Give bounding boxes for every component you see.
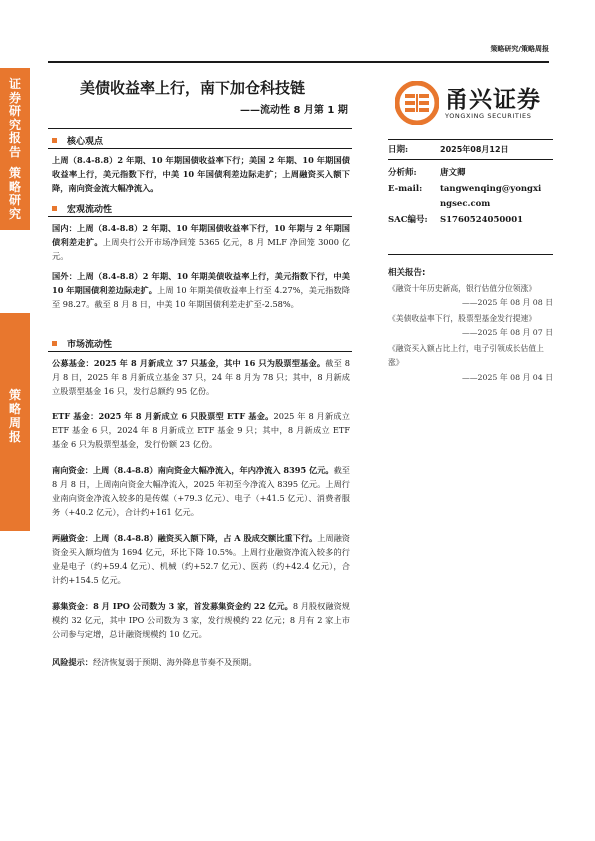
core-paragraph	[52, 153, 350, 195]
related-report-date: ——2025 年 08 月 08 日	[461, 298, 553, 308]
southbound-paragraph	[52, 463, 350, 519]
domestic-bold: 国内：上周（8.4-8.8）2 年期、10 年期国债收益率下行，10 年期与 2 年期国债利差走扩。	[52, 223, 350, 247]
fund-text: 截至 8 月 8 日，2025 年 8 月新成立基金 37 只，24 年 8 月为 78 只；其中，8 月新成立股票型基金 16 只，发行总额约 95 亿份。	[52, 358, 351, 396]
related-report-date: ——2025 年 08 月 04 日	[461, 372, 553, 382]
fund-paragraph	[52, 356, 350, 398]
core-text: 上周（8.4-8.8）2 年期、10 年期国债收益率下行；美国 2 年期、10 年期国债收益率上行，美元指数下行，中美 10 年国债利差边际走扩；上周融资买入额下降，南向资金流大幅净流入。	[52, 155, 350, 193]
side-label-top-sub: 策略研究	[8, 166, 21, 221]
meta-top-rule	[388, 139, 553, 140]
page-title: 美债收益率上行，南下加仓科技链	[80, 79, 306, 97]
margin-paragraph	[52, 531, 350, 587]
southbound-bold: 南向资金：上周（8.4-8.8）南向资金大幅净流入，年内净流入 8395 亿元。	[52, 465, 334, 475]
meta-email-value-cont[interactable]: ngsec.com	[440, 199, 491, 209]
meta-analyst-value: 唐文卿	[440, 168, 466, 178]
section-market-heading	[52, 337, 112, 350]
fund-bold: 公募基金：2025 年 8 月新成立 37 只基金，其中 16 只为股票型基金。	[52, 358, 326, 368]
southbound-text: 截至 8 月 8 日，上周南向资金大幅净流入，2025 年初至今净流入 8395 亿元。上周行业南向资金净流入较多的是传媒（+79.3 亿元）、电子（+41.5 亿元）、消费者服务（+40.2 亿元），合计约+161 亿元。	[52, 465, 350, 517]
meta-analyst	[388, 166, 541, 182]
section-bullet-icon	[52, 206, 57, 211]
risk-paragraph	[52, 655, 350, 669]
meta-sac-value: S1760524050001	[440, 214, 524, 225]
risk-text: 经济恢复弱于预期、海外降息节奏不及预期。	[92, 657, 257, 667]
margin-bold: 两融资金：上周（8.4-8.8）融资买入额下降，占 A 股成交额比重下行。	[52, 533, 318, 543]
risk-bold: 风险提示：	[52, 657, 93, 667]
international-text: 上周 10 年期美债收益率上行至 4.27%，美元指数降至 98.27。截至 8 月 8 日，中美 10 年期国债利差走扩至-2.58%。	[52, 285, 350, 309]
rule-core-bottom	[48, 148, 352, 149]
brand-logo-icon	[395, 81, 439, 125]
meta-email-value[interactable]: tangwenqing@yongxi	[440, 183, 542, 194]
ipo-text: 8 月股权融资规模约 32 亿元，其中 IPO 公司数为 3 家，发行规模约 22 亿元；8 月有 2 家上市公司参与定增，总计融资规模约 10 亿元。	[52, 601, 350, 639]
header-divider	[48, 61, 549, 63]
related-report-date: ——2025 年 08 月 07 日	[461, 328, 553, 338]
meta-email	[388, 182, 541, 198]
related-report-3[interactable]	[388, 342, 553, 385]
margin-text: 上周融资资金买入额均值为 1694 亿元，环比下降 10.5%。上周行业融资净流入较多的行业是电子（约+59.4 亿元）、机械（约+52.7 亿元）、医药（约+42.4 亿元），合计约+154.5 亿元。	[52, 533, 350, 585]
related-reports-heading: 相关报告:	[388, 268, 426, 278]
rule-market	[48, 351, 352, 352]
meta-sac-key: SAC编号:	[388, 214, 428, 225]
side-label-top	[0, 78, 30, 221]
ipo-bold: 募集资金：8 月 IPO 公司数为 3 家，首发募集资金约 22 亿元。	[52, 601, 293, 611]
etf-paragraph	[52, 409, 350, 451]
header-category: 策略研究/策略周报	[490, 45, 549, 53]
brand-name-en: YONGXING SECURITIES	[445, 112, 532, 120]
brand-logo	[395, 79, 555, 129]
meta-sac	[388, 213, 541, 229]
international-paragraph	[52, 269, 350, 311]
meta-analyst-key: 分析师:	[388, 168, 417, 178]
related-report-title[interactable]: 《融资买入额占比上行，电子引领成长估值上涨》	[388, 344, 544, 368]
section-core-heading	[52, 134, 103, 147]
page-subtitle: ——流动性 8 月第 1 期	[240, 105, 348, 116]
section-core-label: 核心观点	[67, 137, 104, 147]
international-bold: 国外：上周（8.4-8.8）2 年期、10 年期美债收益率上行，美元指数下行，中美 10 年期国债利差边际走扩。	[52, 271, 350, 295]
brand-name-cn: 甬兴证券	[445, 87, 541, 113]
meta-bottom-rule	[388, 254, 553, 255]
meta-date-key: 日期:	[388, 145, 409, 155]
side-label-top-text: 证券研究报告	[8, 77, 21, 159]
domestic-paragraph	[52, 221, 350, 263]
ipo-paragraph	[52, 599, 350, 641]
meta-analyst-block	[388, 166, 541, 228]
section-macro-label: 宏观流动性	[67, 205, 113, 215]
meta-email-cont	[388, 197, 541, 213]
side-label-bottom-text: 策略周报	[8, 388, 21, 444]
section-market-label: 市场流动性	[67, 340, 113, 350]
related-report-1[interactable]	[388, 282, 553, 311]
rule-core	[48, 128, 352, 129]
etf-text: 2025 年 8 月新成立 ETF 基金 6 只，2024 年 8 月新成立 ETF 基金 9 只；其中，8 月新成立 ETF 基金 6 只为股票型基金，发行份额 23 亿份。	[52, 411, 350, 449]
meta-date-value: 2025年08月12日	[440, 145, 509, 154]
related-report-title[interactable]: 《融资十年历史新高，银行估值分位领涨》	[388, 284, 537, 293]
meta-date	[388, 142, 509, 159]
section-bullet-icon	[52, 341, 57, 346]
section-macro-heading	[52, 202, 112, 215]
side-label-bottom	[0, 388, 30, 444]
related-report-2[interactable]	[388, 312, 553, 341]
meta-email-key: E-mail:	[388, 183, 423, 194]
meta-rule	[388, 159, 553, 160]
etf-bold: ETF 基金：2025 年 8 月新成立 6 只股票型 ETF 基金。	[52, 411, 274, 421]
related-report-title[interactable]: 《美债收益率下行，股票型基金发行提速》	[388, 314, 537, 323]
domestic-text: 上周央行公开市场净回笼 5365 亿元，8 月 MLF 净回笼 3000 亿元。	[52, 237, 350, 261]
section-bullet-icon	[52, 138, 57, 143]
rule-macro	[48, 216, 352, 217]
